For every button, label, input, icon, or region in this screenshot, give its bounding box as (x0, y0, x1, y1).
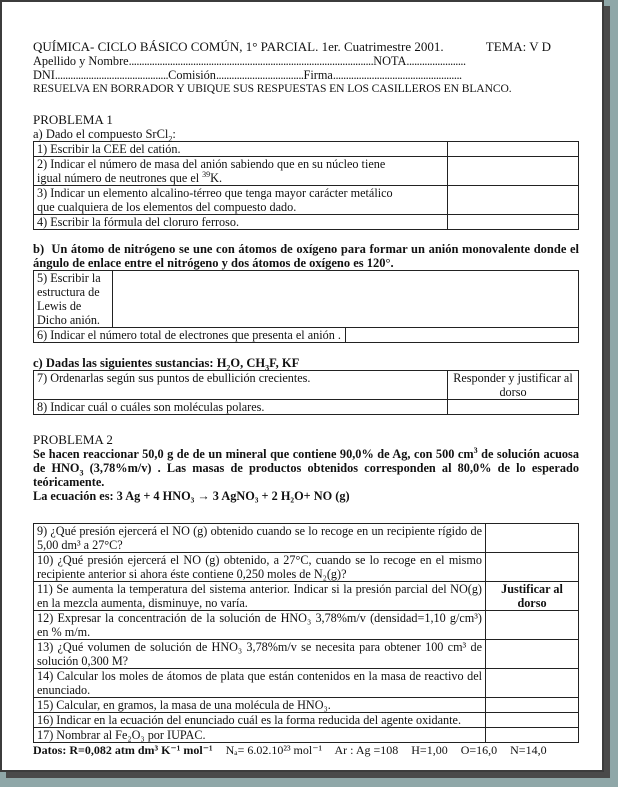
subscript: 3 (79, 468, 84, 478)
name-line (33, 54, 579, 68)
datos-h: H=1,00 (411, 743, 448, 757)
subscript: 2 (226, 363, 231, 373)
table-row (34, 524, 579, 553)
part-c-text: O, CH (230, 356, 266, 370)
apellido-field[interactable]: ............................................................................................... (128, 54, 374, 68)
exam-header (33, 40, 579, 54)
answer-box-5[interactable] (113, 271, 579, 328)
problema-2-table (33, 523, 579, 743)
answer-box-12[interactable] (486, 611, 579, 640)
q5-line: Lewis de (37, 299, 82, 313)
dni-line (33, 68, 579, 82)
answer-box-8[interactable] (448, 400, 579, 415)
table-row (34, 713, 579, 728)
firma-field[interactable]: .................................................. (332, 68, 462, 82)
instructions: RESUELVA EN BORRADOR Y UBIQUE SUS RESPUESTAS EN LOS CASILLEROS EN BLANCO. (33, 82, 512, 95)
table-row (34, 582, 579, 611)
q2-text: 2) Indicar el número de masa del anión sabiendo que en su núcleo tiene igual número de neutrones que el (37, 157, 386, 185)
superscript: 3 (473, 445, 478, 455)
q2-end: K. (210, 171, 223, 185)
tema-label: TEMA: V D (485, 39, 551, 54)
question-16: 16) Indicar en la ecuación del enunciado cuál es la forma reducida del agente oxidante. (34, 713, 486, 728)
answer-box-13[interactable] (486, 640, 579, 669)
comision-field[interactable]: .................................. (215, 68, 304, 82)
table-row (34, 400, 579, 415)
part-c-table (33, 370, 579, 415)
part-c-text: c) Dadas las siguientes sustancias: H (33, 356, 227, 370)
part-b-intro (33, 242, 579, 270)
answer-box-6[interactable] (346, 328, 579, 343)
problema-2-title: PROBLEMA 2 (33, 432, 113, 447)
table-row (34, 640, 579, 669)
question-10: 10) ¿Qué presión ejercerá el NO (g) obtenido, a 27°C, cuando se lo recoge en el mismo recipiente anterior si ahora éste contiene 0,250 moles de N₂(g)? (34, 553, 486, 582)
table-row (34, 669, 579, 698)
table-row (34, 142, 579, 157)
datos-line (33, 743, 579, 757)
datos-o: O=16,0 (460, 743, 498, 757)
datos-ar: Ar : Ag =108 (334, 743, 399, 757)
part-c-intro (33, 356, 579, 373)
answer-box-10[interactable] (486, 553, 579, 582)
table-row (34, 186, 579, 215)
table-row (34, 611, 579, 640)
q5-line: Dicho anión. (37, 313, 100, 327)
question-17: 17) Nombrar al Fe₂O₃ por IUPAC. (34, 728, 486, 743)
question-12: 12) Expresar la concentración de la solución de HNO₃ 3,78%m/v (densidad=1,10 g/cm³) en % m/m. (34, 611, 486, 640)
subscript: 2 (168, 134, 173, 144)
question-4: 4) Escribir la fórmula del cloruro ferroso. (34, 215, 448, 230)
dni-field[interactable]: ............................................ (54, 68, 169, 82)
question-11: 11) Se aumenta la temperatura del sistema anterior. Indicar si la presión parcial del NO(g) en la mezcla aumenta, disminuye, no varía. (34, 582, 486, 611)
nota-label: NOTA (373, 54, 407, 68)
stmt-text: Se hacen reaccionar 50,0 g de de un mineral que contiene 90,0% de Ag, con 500 cm (33, 447, 474, 461)
answer-box-9[interactable] (486, 524, 579, 553)
table-row (34, 215, 579, 230)
table-row (34, 157, 579, 186)
table-row (34, 328, 579, 343)
table-row (34, 271, 579, 328)
part-c-text: F, KF (269, 356, 300, 370)
question-2 (34, 157, 448, 186)
part-a-text: a) Dado el compuesto SrCl (33, 127, 169, 141)
q5-line: estructura de (37, 285, 100, 299)
q5-line: 5) Escribir la (37, 271, 101, 285)
superscript: 39 (202, 169, 211, 179)
answer-box-1[interactable] (448, 142, 579, 157)
answer-box-2[interactable] (448, 157, 579, 186)
question-15: 15) Calcular, en gramos, la masa de una molécula de HNO₃. (34, 698, 486, 713)
table-row (34, 728, 579, 743)
datos-r: Datos: R=0,082 atm dm³ K⁻¹ mol⁻¹ (33, 743, 213, 757)
q7-note: Responder y justificar al dorso (448, 371, 579, 400)
problema-2-statement (33, 447, 579, 489)
part-a-colon: : (172, 127, 176, 141)
question-1: 1) Escribir la CEE del catión. (34, 142, 448, 157)
part-b-table (33, 270, 579, 343)
question-8: 8) Indicar cuál o cuáles son moléculas polares. (34, 400, 448, 415)
answer-box-16[interactable] (486, 713, 579, 728)
question-13: 13) ¿Qué volumen de solución de HNO₃ 3,78%m/v se necesita para obtener 100 cm³ de solución 0,300 M? (34, 640, 486, 669)
comision-label: Comisión (168, 68, 216, 82)
apellido-label: Apellido y Nombre (33, 54, 129, 68)
answer-box-3[interactable] (448, 186, 579, 215)
q11-note: Justificar al dorso (486, 582, 579, 611)
answer-box-17[interactable] (486, 728, 579, 743)
question-7: 7) Ordenarlas según sus puntos de ebullición crecientes. (34, 371, 448, 400)
subscript: 3 (265, 363, 270, 373)
table-row (34, 371, 579, 400)
table-row (34, 553, 579, 582)
stmt-text: (3,78%m/v) . Las masas de productos obtenidos corresponden al 80,0% de lo esperado teóricamente. (33, 461, 579, 489)
question-3: 3) Indicar un elemento alcalino-térreo que tenga mayor carácter metálico que cualquiera de los elementos del compuesto dado. (34, 186, 448, 215)
answer-box-4[interactable] (448, 215, 579, 230)
equation: La ecuación es: 3 Ag + 4 HNO₃ → 3 AgNO₃ + 2 H₂O+ NO (g) (33, 489, 350, 503)
datos-n: N=14,0 (510, 743, 547, 757)
question-6: 6) Indicar el número total de electrones que presenta el anión . (34, 328, 346, 343)
exam-content (33, 40, 579, 757)
problema-1-title: PROBLEMA 1 (33, 112, 113, 127)
datos-na: Nₐ= 6.02.10²³ mol⁻¹ (225, 743, 323, 757)
question-9: 9) ¿Qué presión ejercerá el NO (g) obtenido cuando se lo recoge en un recipiente rígido de 5,00 dm³ a 27°C? (34, 524, 486, 553)
part-a-table (33, 141, 579, 230)
part-b-text: Un átomo de nitrógeno se une con átomos de oxígeno para formar un anión monovalente donde el ángulo de enlace entre el nitrógeno y dos átomos de oxígeno es 120°. (33, 242, 579, 270)
nota-field[interactable]: ....................... (406, 54, 466, 68)
part-b-label: b) (33, 242, 45, 256)
stmt-text: de solución acuosa de HNO (33, 447, 579, 475)
answer-box-14[interactable] (486, 669, 579, 698)
question-14: 14) Calcular los moles de átomos de plata que están contenidos en la masa de reactivo del enunciado. (34, 669, 486, 698)
dni-label: DNI (33, 68, 55, 82)
question-5 (34, 271, 113, 328)
table-row (34, 698, 579, 713)
exam-title: QUÍMICA- CICLO BÁSICO COMÚN, 1° PARCIAL. 1er. Cuatrimestre 2001. (33, 39, 444, 54)
firma-label: Firma (303, 68, 333, 82)
answer-box-15[interactable] (486, 698, 579, 713)
part-a-intro (33, 127, 579, 144)
